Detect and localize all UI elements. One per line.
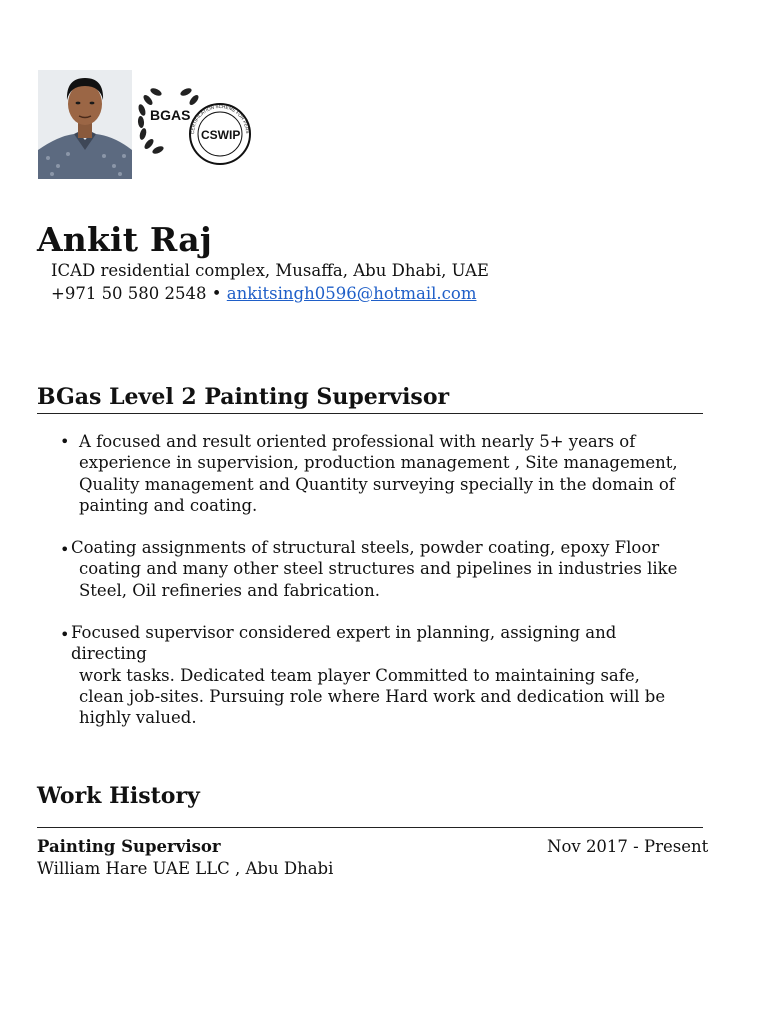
job-title: Painting Supervisor	[37, 837, 221, 856]
bullet-text	[79, 431, 689, 516]
bullet-text-rest: work tasks. Dedicated team player Committed to maintaining safe, clean job-sites. Pursuing role where Hard work and dedication will be highly valued.	[79, 665, 666, 728]
summary-heading: BGas Level 2 Painting Supervisor	[37, 384, 450, 410]
bullet-text-rest: coating and many other steel structures and pipelines in industries like Steel, Oil refineries and fabrication.	[79, 559, 678, 600]
address: ICAD residential complex, Musaffa, Abu Dhabi, UAE	[51, 261, 489, 280]
bullet-text	[71, 537, 681, 601]
bullet-text-first: Coating assignments of structural steels, powder coating, epoxy Floor	[71, 538, 660, 557]
email-link[interactable]: ankitsingh0596@hotmail.com	[226, 284, 477, 303]
section-divider	[37, 413, 703, 414]
bullet-text-rest: experience in supervision, production management , Site management, Quality management and Quantity surveying specially in the domain of painting and coating.	[79, 453, 678, 515]
contact-line	[51, 284, 477, 303]
bullet-text	[71, 622, 681, 728]
bgas-logo-text: BGAS	[150, 107, 191, 123]
bullet-text-first: A focused and result oriented professional with nearly 5+ years of	[79, 432, 636, 451]
bullet-dot: •	[60, 432, 70, 451]
contact-separator: •	[211, 284, 222, 303]
certification-badges	[136, 80, 254, 172]
candidate-name: Ankit Raj	[37, 220, 213, 259]
job-company: William Hare UAE LLC , Abu Dhabi	[37, 859, 334, 878]
phone-number: +971 50 580 2548	[51, 284, 207, 303]
bullet-dot: •	[60, 540, 70, 559]
work-history-heading: Work History	[37, 783, 200, 809]
job-dates: Nov 2017 - Present	[547, 837, 709, 856]
bullet-text-first: Focused supervisor considered expert in planning, assigning and directing	[71, 623, 617, 664]
cswip-ring-text: CERTIFICATION SCHEME FOR PERS	[189, 103, 251, 135]
bullet-dot: •	[60, 625, 70, 644]
section-divider	[37, 827, 703, 828]
profile-photo	[38, 70, 132, 179]
cswip-logo-text: CSWIP	[201, 128, 241, 142]
